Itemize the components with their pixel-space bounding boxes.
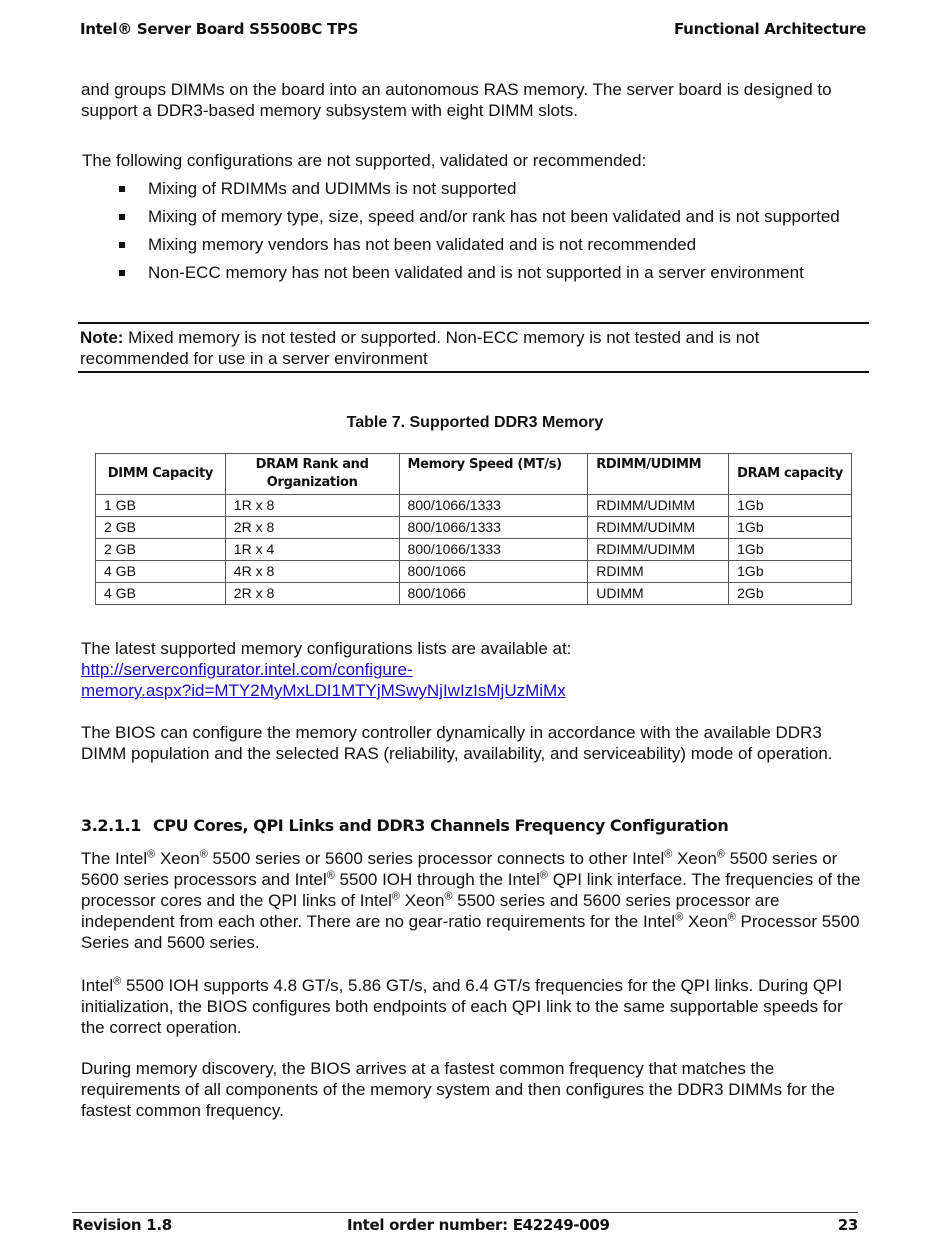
footer-order-number: Intel order number: E42249-009 (347, 1216, 610, 1234)
table-cell: 4 GB (96, 561, 226, 583)
section-number: 3.2.1.1 (81, 816, 141, 835)
table-cell: 2 GB (96, 517, 226, 539)
note-label: Note: (80, 328, 124, 347)
table-cell: 800/1066/1333 (399, 517, 588, 539)
column-header: DRAM Rank and Organization (225, 454, 399, 495)
page-number: 23 (837, 1216, 858, 1234)
list-item-text: Non-ECC memory has not been validated and is not supported in a server environment (148, 263, 804, 282)
table-cell: 1 GB (96, 495, 226, 517)
bullet-square-icon (119, 242, 125, 248)
table-row (96, 517, 852, 539)
table-cell: 1Gb (729, 561, 852, 583)
bullet-square-icon (119, 270, 125, 276)
supported-memory-table (95, 453, 852, 605)
note-text: Mixed memory is not tested or supported. Non-ECC memory is not tested and is not recommended for use in a server environment (80, 328, 760, 368)
table-cell: 800/1066 (399, 561, 588, 583)
table-row (96, 495, 852, 517)
bullet-square-icon (119, 186, 125, 192)
table-cell: 800/1066/1333 (399, 539, 588, 561)
intro-paragraph: and groups DIMMs on the board into an autonomous RAS memory. The server board is designed to support a DDR3-based memory subsystem with eight DIMM slots. (81, 80, 832, 120)
footer-revision: Revision 1.8 (72, 1216, 172, 1234)
configurator-link[interactable] (81, 660, 566, 700)
bios-paragraph: The BIOS can configure the memory controller dynamically in accordance with the available DDR3 DIMM population and the selected RAS (reliability, availability, and serviceability) mode of operation. (81, 723, 833, 763)
table-cell: RDIMM/UDIMM (588, 495, 729, 517)
table-cell: 2R x 8 (225, 583, 399, 605)
column-header: DRAM capacity (729, 454, 852, 495)
table-cell: 1R x 8 (225, 495, 399, 517)
footer-divider (72, 1212, 858, 1213)
table-row (96, 539, 852, 561)
table-cell: 2Gb (729, 583, 852, 605)
list-item-text: Mixing memory vendors has not been validated and is not recommended (148, 235, 697, 254)
table-cell: 2 GB (96, 539, 226, 561)
column-header: DIMM Capacity (96, 454, 226, 495)
table-cell: RDIMM/UDIMM (588, 539, 729, 561)
column-header: RDIMM/UDIMM (588, 454, 729, 495)
column-header: Memory Speed (MT/s) (399, 454, 588, 495)
configs-text: The latest supported memory configurations lists are available at: (81, 639, 572, 658)
table-cell: 1Gb (729, 517, 852, 539)
memory-discovery-paragraph: During memory discovery, the BIOS arrives at a fastest common frequency that matches the requirements of all components of the memory system and then configures the DDR3 DIMMs for the fastest common frequency. (81, 1059, 835, 1120)
configurator-link-line2: memory.aspx?id=MTY2MyMxLDI1MTYjMSwyNjIwIzIsMjUzMiMx (81, 681, 566, 700)
table-cell: 2R x 8 (225, 517, 399, 539)
unsupported-list (81, 178, 871, 290)
table-cell: 1Gb (729, 495, 852, 517)
list-item (81, 178, 871, 199)
running-header-title: Intel® Server Board S5500BC TPS (80, 20, 359, 38)
list-item (81, 206, 871, 227)
table-cell: RDIMM/UDIMM (588, 517, 729, 539)
configs-paragraph (81, 638, 871, 701)
table-cell: 4R x 8 (225, 561, 399, 583)
unsupported-intro: The following configurations are not supported, validated or recommended: (82, 151, 647, 170)
table-header-row (96, 454, 852, 495)
section-title: CPU Cores, QPI Links and DDR3 Channels Frequency Configuration (153, 816, 729, 835)
table-cell: UDIMM (588, 583, 729, 605)
table-cell: 800/1066 (399, 583, 588, 605)
list-item (81, 262, 871, 283)
table-cell: 1R x 4 (225, 539, 399, 561)
section-heading (81, 816, 728, 835)
table-cell: 800/1066/1333 (399, 495, 588, 517)
table-cell: RDIMM (588, 561, 729, 583)
list-item-text: Mixing of memory type, size, speed and/or rank has not been validated and is not supported (148, 207, 840, 226)
table-cell: 1Gb (729, 539, 852, 561)
table-caption: Table 7. Supported DDR3 Memory (346, 414, 604, 431)
running-header-section: Functional Architecture (673, 20, 866, 38)
note-box (78, 322, 869, 373)
table-row (96, 583, 852, 605)
qpi-paragraph: The Intel® Xeon® 5500 series or 5600 series processor connects to other Intel® Xeon® 5500 series or 5600 series processors and Intel® 5500 IOH through the Intel® QPI link interface. The frequencies of the processor cores and the QPI links of Intel® Xeon® 5500 series and 5600 series processor are independent from each other. There are no gear-ratio requirements for the Intel® Xeon® Processor 5500 Series and 5600 series. (81, 848, 861, 952)
bullet-square-icon (119, 214, 125, 220)
list-item (81, 234, 871, 255)
table-row (96, 561, 852, 583)
configurator-link-line1: http://serverconfigurator.intel.com/configure- (81, 660, 413, 679)
list-item-text: Mixing of RDIMMs and UDIMMs is not supported (148, 179, 517, 198)
ioh-paragraph: Intel® 5500 IOH supports 4.8 GT/s, 5.86 GT/s, and 6.4 GT/s frequencies for the QPI links. During QPI initialization, the BIOS configures both endpoints of each QPI link to the same supportable speeds for the correct operation. (81, 975, 843, 1037)
table-cell: 4 GB (96, 583, 226, 605)
